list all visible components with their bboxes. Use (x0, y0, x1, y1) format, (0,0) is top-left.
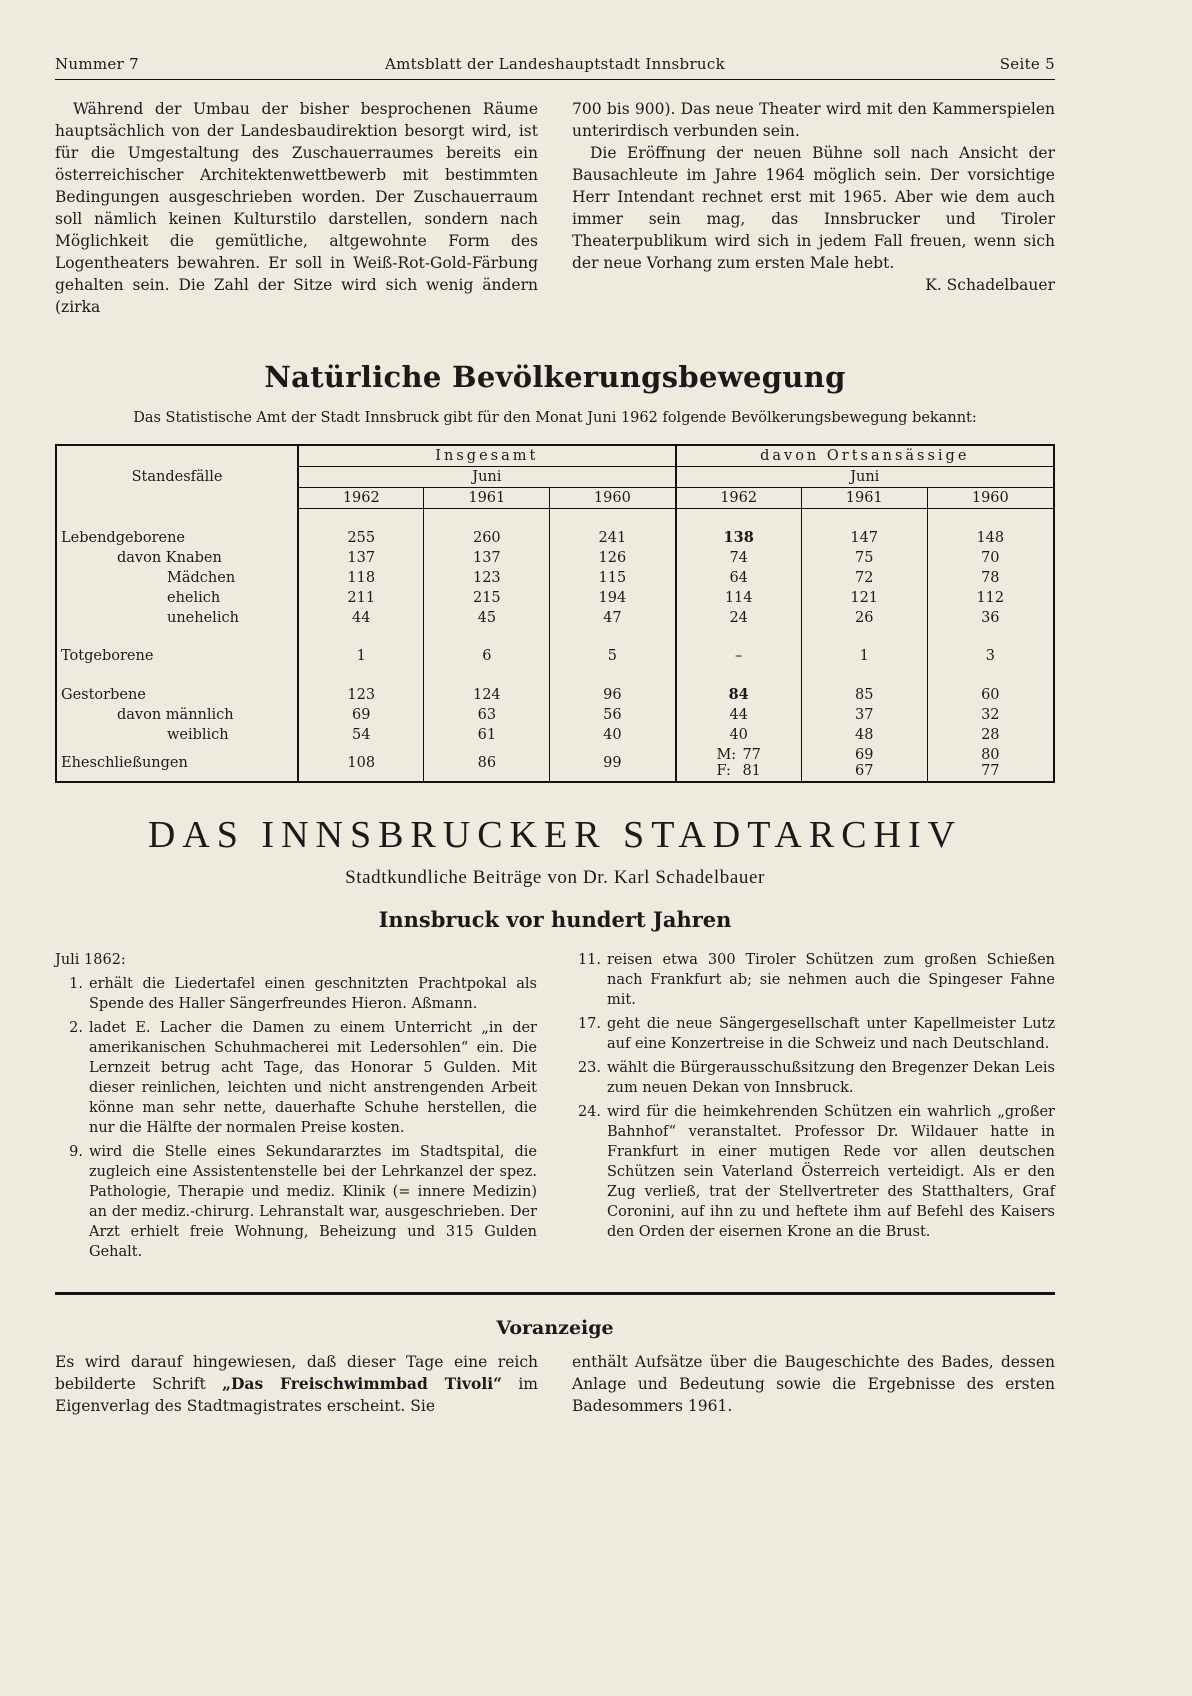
table-cell: M: 77 F: 81 (676, 745, 802, 781)
table-cell: 99 (550, 745, 676, 781)
table-year-1962-local: 1962 (676, 488, 802, 509)
statistics-title: Natürliche Bevölkerungsbewegung (264, 360, 846, 394)
list-item-number: 23. (577, 1060, 601, 1076)
table-cell: 80 77 (981, 747, 1000, 779)
list-item (573, 950, 1055, 1010)
table-cell: 64 (676, 568, 802, 588)
list-item-text: reisen etwa 300 Tiroler Schützen zum großen Schießen nach Frankfurt ab; sie nehmen auch die Spingeser Fahne mit. (607, 952, 1055, 1008)
notice-text-a: Es wird darauf hingewiesen, daß dieser Tage eine reich bebilderte Schrift (55, 1353, 538, 1393)
table-cell: 24 (676, 608, 802, 628)
notice-title: Voranzeige (496, 1317, 614, 1339)
list-item-text: wird für die heimkehrenden Schützen ein wahrlich „großer Bahnhof“ veranstaltet. Professor Dr. Wildauer hatte in Frankfurt in einer mutigen Rede vor allen deutschen Schützen sein Vaterland Österreich verteidigt. Als er den Zug verließ, trat der Stellvertreter des Statthalters, Graf Coronini, auf ihn zu und heftete ihm auf Befehl des Kaisers den Orden der eisernen Krone an die Brust. (607, 1104, 1055, 1240)
list-item (55, 1142, 537, 1262)
table-cell: 1 (801, 646, 927, 666)
table-cell: 3 (985, 648, 995, 664)
table-cell: 28 (981, 727, 1000, 743)
table-cell: 121 (801, 588, 927, 608)
table-spacer-row (57, 628, 1053, 646)
table-cell: 138 (676, 527, 802, 548)
list-item-text: ladet E. Lacher die Damen zu einem Unterricht „in der amerikanischen Schuhmacherei mit Ledersohlen“ ein. Die Lernzeit betrug acht Tage, das Honorar 5 Gulden. Mit dieser reinlichen, leichten und nicht anstrengenden Arbeit könne man sehr nette, dauerhafte Schuhe herstellen, die nur die Hälfte der normalen Preise kosten. (89, 1020, 537, 1136)
table-corner-label: Standesfälle (57, 446, 298, 509)
table-year-1961-total: 1961 (424, 488, 550, 509)
running-head-right: Seite 5 (999, 55, 1055, 73)
list-item (573, 1014, 1055, 1054)
table-year-1960-total: 1960 (550, 488, 676, 509)
list-item-text: wählt die Bürgerausschußsitzung den Bregenzer Dekan Leis zum neuen Dekan von Innsbruck. (607, 1060, 1055, 1096)
table-spacer-row (57, 509, 1053, 528)
statistics-table-wrapper (55, 444, 1055, 783)
table-cell: 84 (676, 684, 802, 705)
table-cell: 123 (298, 684, 424, 705)
table-row (57, 745, 1053, 781)
running-head-left: Nummer 7 (55, 55, 139, 73)
table-cell: 47 (550, 608, 676, 628)
intro-signature: K. Schadelbauer (925, 276, 1055, 294)
table-cell: 215 (424, 588, 550, 608)
notice-columns (55, 1351, 1055, 1417)
table-cell: 78 (981, 570, 1000, 586)
table-row-label: weiblich (57, 725, 298, 745)
table-cell: 114 (676, 588, 802, 608)
table-row (57, 684, 1053, 705)
list-item-number: 17. (577, 1016, 601, 1032)
table-spacer-row (57, 666, 1053, 684)
table-cell: 123 (424, 568, 550, 588)
list-item (573, 1058, 1055, 1098)
table-cell: 69 (298, 705, 424, 725)
table-cell: 112 (976, 590, 1005, 606)
table-cell: 40 (676, 725, 802, 745)
table-cell: 36 (981, 610, 1000, 626)
table-cell: 26 (801, 608, 927, 628)
table-cell: 70 (981, 550, 1000, 566)
archive-column-left (55, 950, 537, 1266)
list-item-number: 11. (577, 952, 601, 968)
archive-columns (55, 950, 1055, 1266)
table-cell: 115 (550, 568, 676, 588)
table-cell: 96 (550, 684, 676, 705)
table-group-ortsansaessige: davon Ortsansässige (676, 446, 1053, 467)
table-cell: 1 (298, 646, 424, 666)
table-cell: 126 (550, 548, 676, 568)
archive-title: DAS INNSBRUCKER STADTARCHIV (147, 814, 963, 856)
table-cell: 108 (298, 745, 424, 781)
archive-date-label: Juli 1862: (55, 952, 126, 968)
table-cell: 48 (801, 725, 927, 745)
table-cell: 56 (550, 705, 676, 725)
table-cell: 44 (298, 608, 424, 628)
notice-column-right: enthält Aufsätze über die Baugeschichte des Bades, dessen Anlage und Bedeutung sowie die Ergebnisse des ersten Badesommers 1961. (572, 1353, 1055, 1415)
table-cell: 86 (424, 745, 550, 781)
table-cell: 54 (298, 725, 424, 745)
table-row (57, 646, 1053, 666)
table-cell: 69 67 (801, 745, 927, 781)
table-cell: 74 (676, 548, 802, 568)
list-item (573, 1102, 1055, 1242)
list-item-number: 1. (69, 976, 83, 992)
table-cell: 61 (424, 725, 550, 745)
table-cell: 260 (424, 527, 550, 548)
table-cell: 137 (298, 548, 424, 568)
table-row-label: Eheschließungen (57, 745, 298, 781)
running-head (55, 55, 1055, 80)
table-cell: 147 (801, 527, 927, 548)
statistics-table-body (57, 509, 1053, 782)
intro-columns (55, 98, 1055, 318)
notice-column-left (55, 1351, 538, 1417)
table-cell: 45 (424, 608, 550, 628)
table-cell: 63 (424, 705, 550, 725)
intro-column-right (572, 98, 1055, 318)
table-row-label: ehelich (57, 588, 298, 608)
table-row (57, 705, 1053, 725)
horizontal-rule (55, 1292, 1055, 1295)
table-cell: 124 (424, 684, 550, 705)
table-row-label: davon männlich (57, 705, 298, 725)
table-cell: 37 (801, 705, 927, 725)
page-content (55, 55, 1055, 1417)
table-year-1962-total: 1962 (298, 488, 424, 509)
archive-section-title: Innsbruck vor hundert Jahren (378, 907, 732, 932)
table-cell: – (676, 646, 802, 666)
table-row-label: Lebendgeborene (57, 527, 298, 548)
table-row (57, 568, 1053, 588)
table-row-label: Totgeborene (57, 646, 298, 666)
table-cell: 194 (550, 588, 676, 608)
intro-column-left (55, 98, 538, 318)
list-item-text: geht die neue Sängergesellschaft unter Kapellmeister Lutz auf eine Konzertreise in die Schweiz und nach Deutschland. (607, 1016, 1055, 1052)
list-item-text: erhält die Liedertafel einen geschnitzten Prachtpokal als Spende des Haller Sängerfreundes Hieron. Aßmann. (89, 976, 537, 1012)
table-group-insgesamt: Insgesamt (298, 446, 675, 467)
archive-entries-left (55, 974, 537, 1262)
list-item-number: 2. (69, 1020, 83, 1036)
table-cell: 40 (550, 725, 676, 745)
table-cell: 44 (676, 705, 802, 725)
table-year-1961-local: 1961 (801, 488, 927, 509)
table-row-label: davon Knaben (57, 548, 298, 568)
table-cell: 32 (981, 707, 1000, 723)
table-row (57, 588, 1053, 608)
table-row (57, 548, 1053, 568)
notice-text-b: im Eigenverlag des Stadtmagistrates erscheint. Sie (55, 1375, 538, 1415)
intro-paragraph-right-1: 700 bis 900). Das neue Theater wird mit den Kammerspielen unterirdisch verbunden sein. (572, 100, 1055, 140)
table-row (57, 608, 1053, 628)
table-cell: 148 (976, 529, 1005, 546)
table-cell: 75 (801, 548, 927, 568)
intro-paragraph-right-2: Die Eröffnung der neuen Bühne soll nach Ansicht der Bausachleute im Jahre 1964 möglich sein. Der vorsichtige Herr Intendant rechnet erst mit 1965. Aber wie dem auch immer sein mag, das Innsbrucker und Tiroler Theaterpublikum wird sich in jedem Fall freuen, wenn sich der neue Vorhang zum ersten Male hebt. (572, 144, 1055, 272)
intro-paragraph-left: Während der Umbau der bisher besprochenen Räume hauptsächlich von der Landesbaudirektion besorgt wird, ist für die Umgestaltung des Zuschauerraumes bereits ein österreichischer Architektenwettbewerb mit bestimmten Bedingungen ausgeschrieben worden. Der Zuschauerraum soll nämlich keinen Kulturstilo darstellen, sondern nach Möglichkeit die gemütliche, altgewohnte Form des Logentheaters bewahren. Er soll in Weiß-Rot-Gold-Färbung gehalten sein. Die Zahl der Sitze wird sich wenig ändern (zirka (55, 100, 538, 316)
list-item (55, 1018, 537, 1138)
table-month-ortsansaessige: Juni (676, 467, 1053, 488)
statistics-subtitle: Das Statistische Amt der Stadt Innsbruck gibt für den Monat Juni 1962 folgende Bevölkerungsbewegung bekannt: (133, 410, 977, 426)
list-item-number: 24. (577, 1104, 601, 1120)
table-cell: 6 (424, 646, 550, 666)
table-cell: 255 (298, 527, 424, 548)
table-cell: 60 (981, 686, 1000, 703)
archive-subtitle: Stadtkundliche Beiträge von Dr. Karl Schadelbauer (345, 867, 765, 888)
table-cell: 72 (801, 568, 927, 588)
table-row (57, 527, 1053, 548)
list-item (55, 974, 537, 1014)
table-row-label: unehelich (57, 608, 298, 628)
table-row (57, 725, 1053, 745)
table-cell: 241 (550, 527, 676, 548)
list-item-text: wird die Stelle eines Sekundararztes im Stadtspital, die zugleich eine Assistentenstelle bei der Lehrkanzel der spez. Pathologie, Therapie und mediz. Klinik (= innere Medizin) an der mediz.-chirurg. Lehranstalt war, ausgeschrieben. Der Arzt erhielt freie Wohnung, Beheizung und 315 Gulden Gehalt. (89, 1144, 537, 1260)
table-cell: 85 (801, 684, 927, 705)
table-month-insgesamt: Juni (298, 467, 675, 488)
running-head-center: Amtsblatt der Landeshauptstadt Innsbruck (385, 55, 725, 73)
table-row-label: Mädchen (57, 568, 298, 588)
list-item-number: 9. (69, 1144, 83, 1160)
table-cell: 5 (550, 646, 676, 666)
table-cell: 137 (424, 548, 550, 568)
table-header-row-groups (57, 446, 1053, 467)
archive-column-right (573, 950, 1055, 1266)
statistics-table (57, 446, 1053, 781)
table-cell: 211 (298, 588, 424, 608)
notice-bold-title: „Das Freischwimmbad Tivoli“ (222, 1374, 503, 1393)
archive-entries-right (573, 950, 1055, 1242)
table-year-1960-local: 1960 (927, 488, 1053, 509)
table-row-label: Gestorbene (57, 684, 298, 705)
table-cell: 118 (298, 568, 424, 588)
